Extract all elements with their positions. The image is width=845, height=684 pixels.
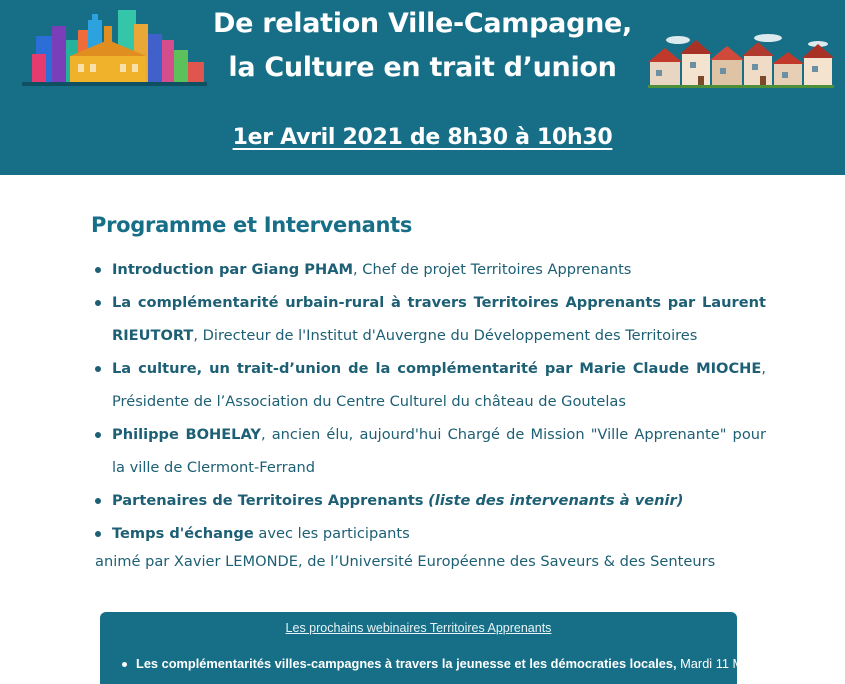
- item-detail: , Directeur de l'Institut d'Auvergne du Développement des Territoires: [193, 327, 698, 344]
- item-detail: , ancien élu, aujourd'hui Chargé de Mission "Ville Apprenante" pour la ville de Clermont-Ferrand: [112, 426, 766, 476]
- item-detail: avec les participants: [253, 525, 410, 542]
- item-speaker: La culture, un trait-d’union de la complémentarité par Marie Claude MIOCHE: [112, 360, 762, 377]
- next-webinars-title[interactable]: Les prochains webinaires Territoires Apprenants: [285, 621, 552, 635]
- list-item: [94, 418, 766, 484]
- item-detail: , Chef de projet Territoires Apprenants: [353, 261, 632, 278]
- next-webinar-item: [122, 656, 785, 671]
- item-speaker: La complémentarité urbain-rural à travers Territoires Apprenants par Laurent RIEUTORT: [112, 294, 766, 344]
- moderator-line: animé par Xavier LEMONDE, de l’Université Européenne des Saveurs & des Senteurs: [95, 553, 716, 570]
- list-item: [94, 517, 766, 550]
- event-title: [180, 2, 665, 90]
- list-item: [94, 286, 766, 352]
- webinar-date: Mardi 11 Mai 2021: [676, 656, 786, 671]
- village-houses-illustration: [648, 32, 834, 88]
- title-line-1: De relation Ville-Campagne,: [213, 8, 632, 39]
- item-speaker: Partenaires de Territoires Apprenants: [112, 492, 424, 509]
- webinar-title: Les complémentarités villes-campagnes à travers la jeunesse et les démocraties locales,: [136, 656, 677, 671]
- item-speaker: Temps d'échange: [112, 525, 254, 542]
- item-speaker: Introduction par Giang PHAM: [112, 261, 354, 278]
- title-line-2: la Culture en trait d’union: [228, 52, 617, 83]
- program-title: Programme et Intervenants: [91, 213, 413, 237]
- list-item: [94, 352, 766, 418]
- header-banner: [0, 0, 845, 175]
- item-note: (liste des intervenants à venir): [428, 492, 684, 509]
- list-item: [94, 484, 766, 517]
- event-date: 1er Avril 2021 de 8h30 à 10h30: [232, 125, 613, 150]
- next-webinars-box: [100, 612, 786, 684]
- list-item: [94, 253, 766, 286]
- item-speaker: Philippe BOHELAY: [112, 426, 261, 443]
- program-list: [94, 253, 766, 550]
- item-detail: , Présidente de l’Association du Centre Culturel du château de Goutelas: [112, 360, 766, 410]
